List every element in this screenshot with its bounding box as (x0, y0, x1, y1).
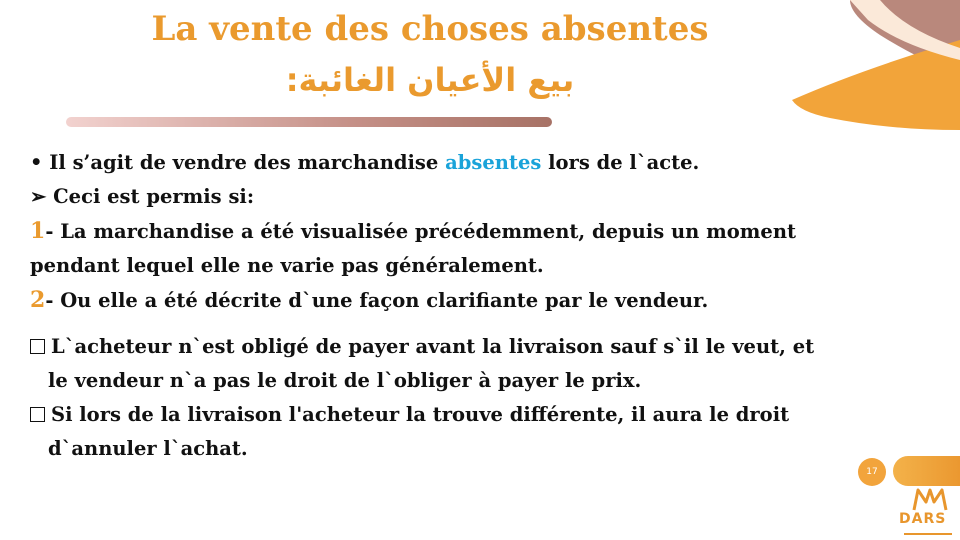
intro-text-pre: Il s’agit de vendre des marchandise (49, 151, 446, 174)
point-2-continued: d`annuler l`achat. (48, 437, 248, 460)
intro-bullet (30, 146, 940, 180)
point-1-continued: le vendeur n`a pas le droit de l`obliger à payer le prix. (48, 369, 642, 392)
point-1-text-a: L`acheteur n`est obligé de payer avant la livraison sauf s`il le veut, et (51, 335, 815, 358)
condition-heading-text: Ceci est permis si: (53, 185, 255, 208)
slide-title: La vente des choses absentes (151, 9, 709, 49)
intro-text-post: lors de l`acte. (541, 151, 700, 174)
intro-highlight: absentes (445, 151, 542, 174)
condition-item-1-continued: pendant lequel elle ne varie pas généralement. (30, 254, 544, 277)
slide-subtitle-arabic: بيع الأعيان الغائبة: (285, 61, 575, 99)
page-number-pill (893, 456, 960, 486)
checkbox-bullet-icon (30, 339, 45, 354)
dars-logo-text: DARS (899, 511, 947, 527)
arrow-bullet-icon: ➢ (30, 185, 54, 208)
spacer (30, 318, 940, 330)
corner-shape-light (850, 0, 960, 60)
item-1-text-a: - La marchandise a été visualisée précédemment, depuis un moment (45, 220, 797, 243)
item-1-number: 1 (30, 218, 46, 244)
item-2-text: - Ou elle a été décrite d`une façon clarifiante par le vendeur. (45, 289, 709, 312)
title-underline-bar (66, 117, 552, 127)
condition-item-1 (30, 214, 940, 249)
point-1 (30, 330, 940, 364)
bullet-dot-icon: • (30, 151, 50, 174)
item-2-number: 2 (30, 287, 46, 313)
point-2 (30, 398, 940, 432)
condition-heading (30, 180, 940, 214)
condition-item-2 (30, 283, 940, 318)
checkbox-bullet-icon (30, 407, 45, 422)
page-number-badge: 17 (858, 458, 886, 486)
slide-body (30, 146, 940, 466)
point-2-text-a: Si lors de la livraison l'acheteur la trouve différente, il aura le droit (51, 403, 790, 426)
corner-shape-brown (850, 0, 960, 75)
